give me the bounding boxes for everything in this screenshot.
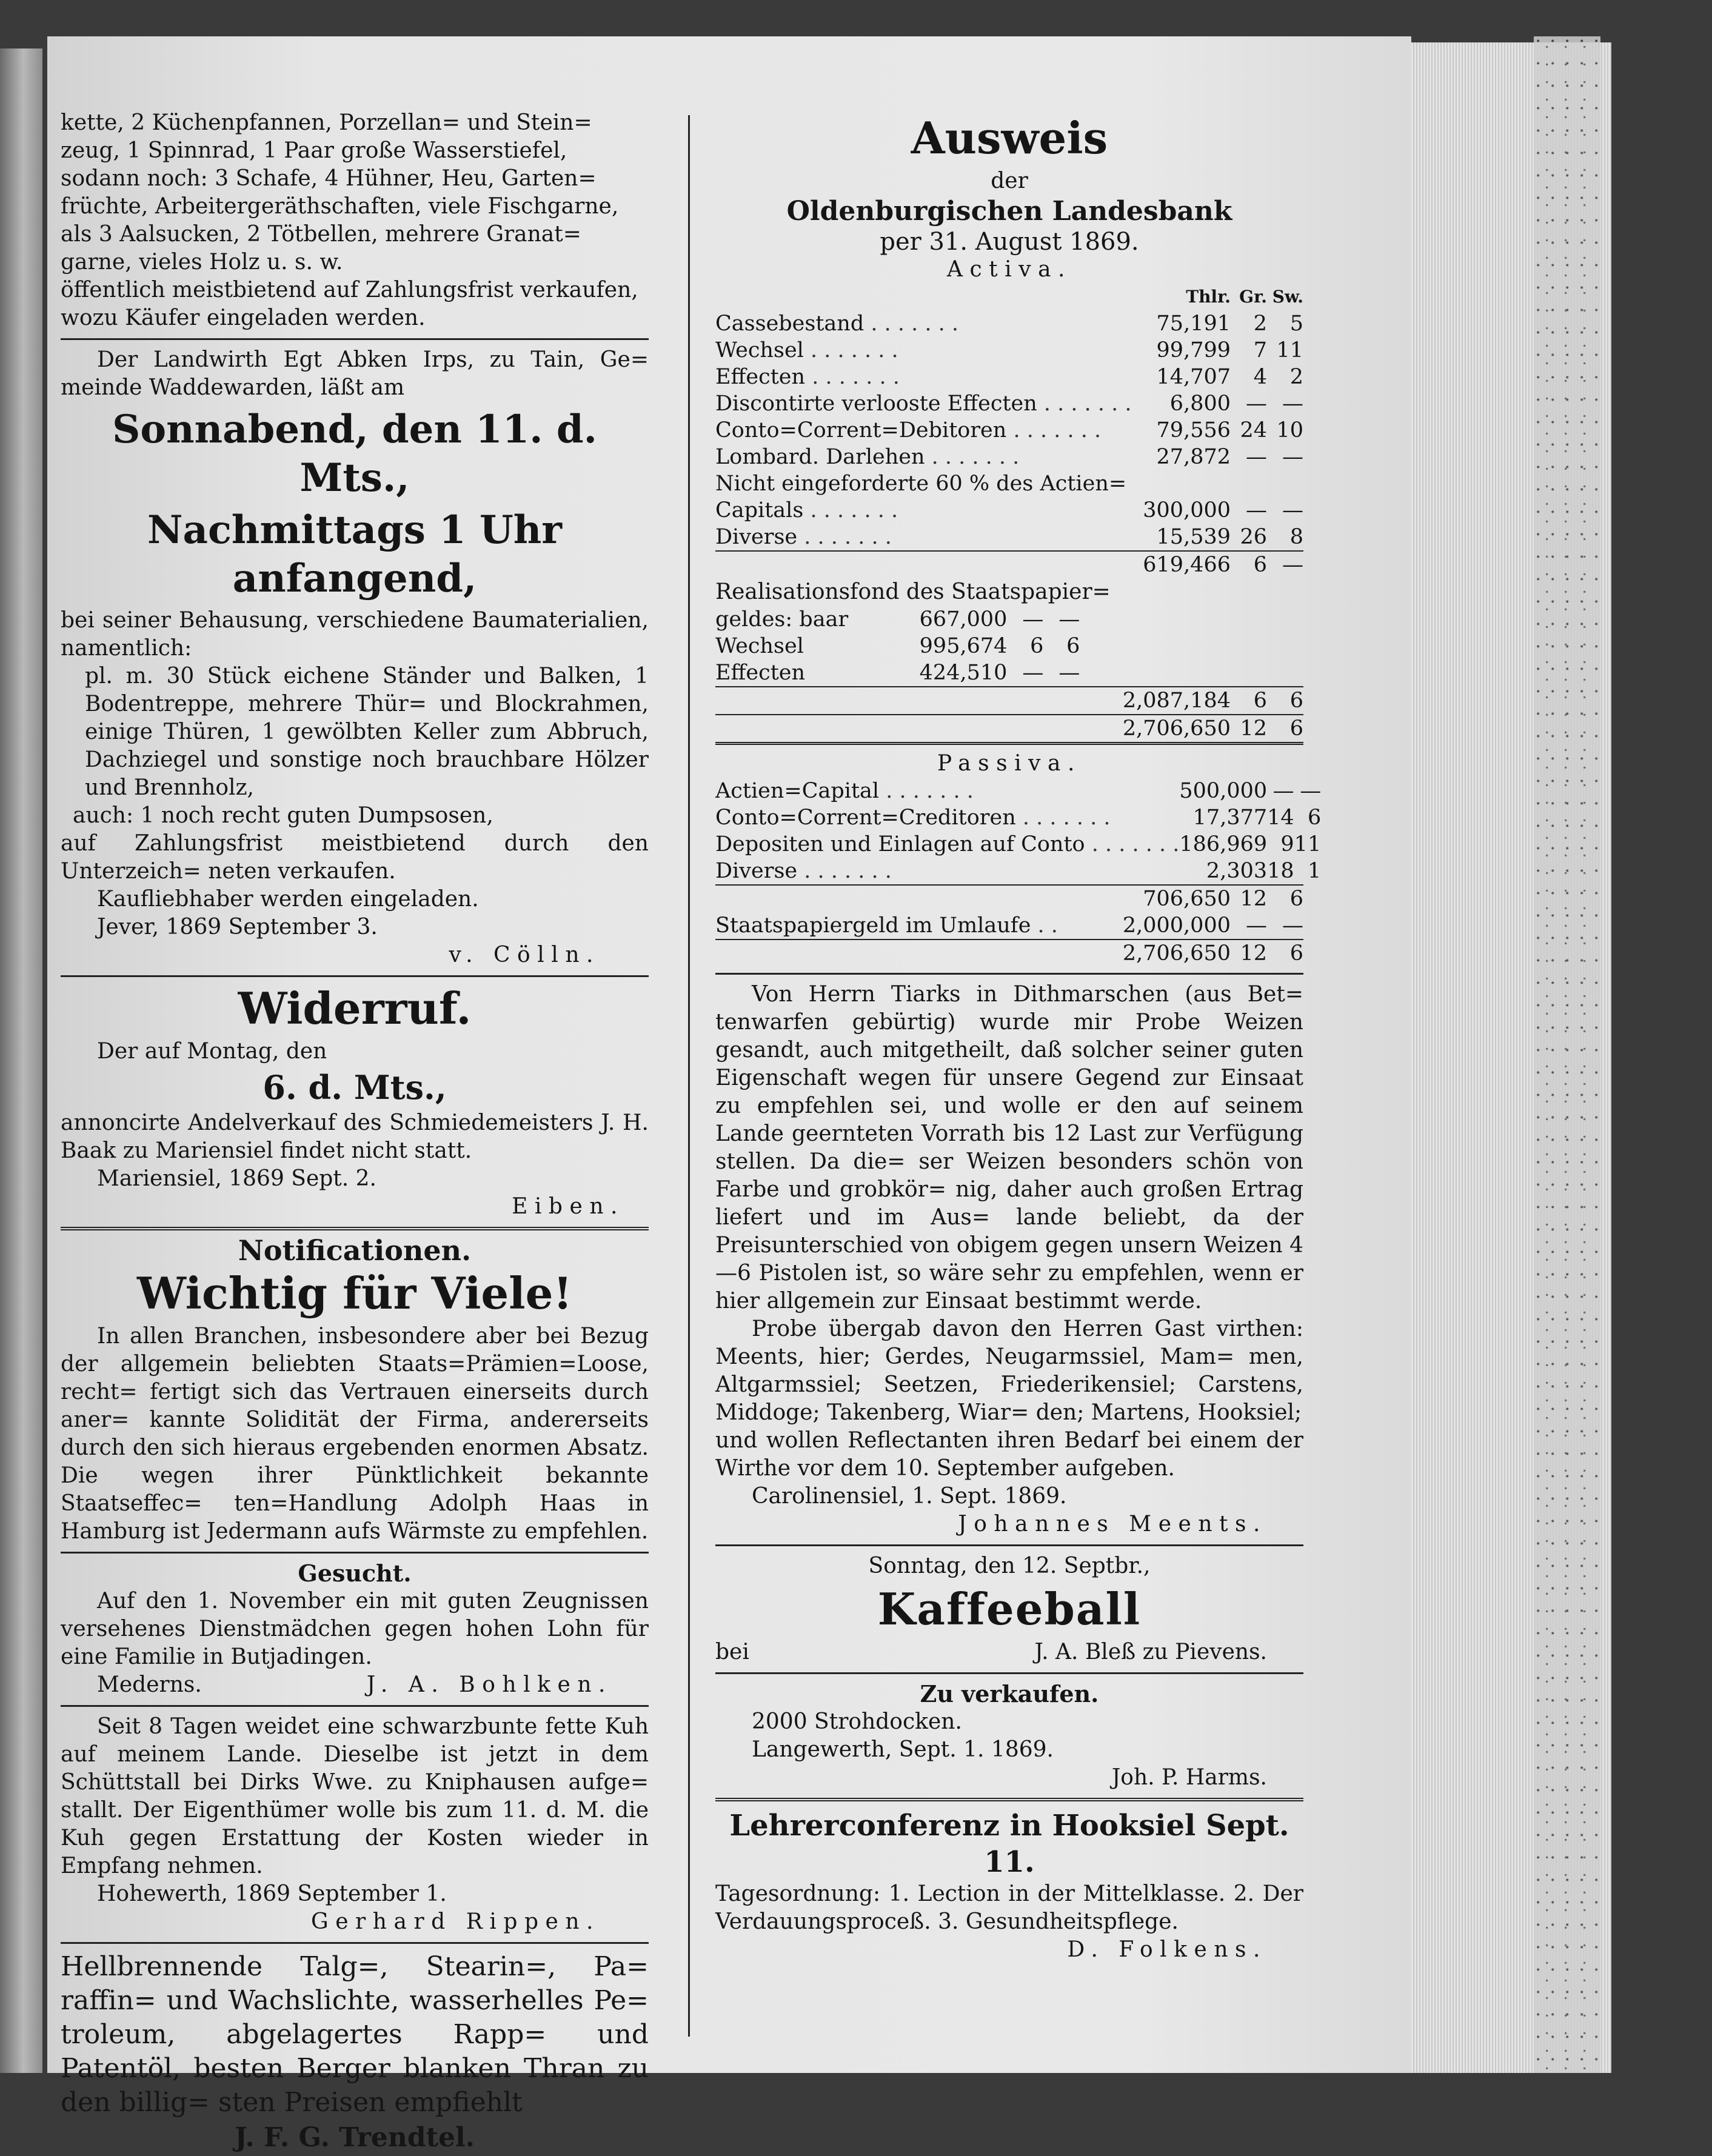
ledger-row	[715, 804, 1321, 831]
right-column	[715, 109, 1322, 1964]
separator	[61, 975, 649, 977]
leader-dots: . . . . . . .	[1037, 392, 1132, 416]
leader-dots: . . . . . . .	[803, 498, 898, 522]
leader-dots: . . . . . . .	[1015, 806, 1111, 830]
leader-dots: . . . . . . .	[803, 338, 898, 362]
wheat-hosts: Probe übergab davon den Herren Gast virthen: Meents, hier; Gerdes, Neugarmssiel, Mam= men, Altgarmssiel; Seetzen, Friederikensiel; Carstens, Middoge; Takenberg, Wiar= den; Martens, Hooksiel;	[715, 1317, 1303, 1425]
ledger-row	[715, 633, 1080, 659]
amount-gr: 6	[1231, 687, 1267, 715]
leader-dots: . . . . . . .	[1085, 832, 1180, 856]
amount-sw: —	[1282, 913, 1303, 938]
candles-signature: J. F. G. Trendtel.	[235, 2122, 475, 2153]
amount-sw: 5	[1289, 312, 1303, 336]
amount-thlr: 27,872	[1156, 445, 1231, 469]
row-label-text: Cassebestand	[715, 312, 864, 336]
auction-intro: Der Landwirth Egt Abken Irps, zu Tain, Ge= meinde Waddewarden, läßt am	[61, 347, 649, 400]
paper-money-row	[715, 912, 1303, 939]
row-label-text: Wechsel	[715, 634, 804, 658]
amount-gr: —	[1272, 779, 1294, 803]
amount-thlr: 706,650	[1107, 885, 1231, 912]
row-label-text: Capitals	[715, 498, 804, 522]
row-label	[715, 606, 891, 633]
amount-thlr: 6,800	[1169, 392, 1231, 416]
amount-sw: 11	[1276, 338, 1303, 362]
auction-notice-continued	[61, 109, 649, 332]
ledger-row	[715, 659, 1080, 686]
gesucht-signature: J. A. Bohlken.	[366, 1672, 612, 1697]
ledger-row	[715, 524, 1303, 550]
row-label	[715, 804, 1179, 831]
row-label	[715, 858, 1179, 884]
for-sale-signature: Joh. P. Harms.	[1111, 1765, 1267, 1790]
row-label	[715, 659, 891, 686]
row-label-text: Effecten	[715, 365, 806, 389]
auction-line: sodann noch: 3 Schafe, 4 Hühner, Heu, Garten=	[61, 166, 597, 191]
row-label	[715, 417, 1141, 444]
notifications-heading: Notificationen.	[238, 1234, 472, 1267]
auction-line: früchte, Arbeitergeräthschaften, viele Fischgarne,	[61, 194, 619, 219]
for-sale-item: 2000 Strohdocken.	[752, 1709, 962, 1734]
double-separator	[715, 1798, 1303, 1801]
amount-gr: 26	[1240, 525, 1267, 549]
amount-sw: —	[1282, 445, 1303, 469]
row-label	[715, 778, 1179, 804]
row-label-text: Lombard. Darlehen	[715, 445, 925, 469]
left-column	[61, 109, 649, 2156]
amount-thlr: 619,466	[715, 551, 1231, 578]
row-label	[715, 831, 1179, 858]
widerruf-place-date: Mariensiel, 1869 Sept. 2.	[97, 1166, 377, 1191]
ledger-row	[715, 390, 1303, 417]
row-label	[715, 337, 1141, 364]
auction-date: Sonnabend, den 11. d. Mts.,	[112, 407, 597, 501]
thlr-header: Thlr.	[1186, 287, 1231, 307]
amount-thlr: 995,674	[919, 634, 1008, 658]
activa-total-row	[715, 715, 1303, 744]
amount-thlr: 300,000	[1143, 498, 1231, 522]
amount-sw: 6	[1307, 806, 1322, 830]
for-sale-place-date: Langewerth, Sept. 1. 1869.	[752, 1737, 1054, 1762]
leader-dots: . . . . . . .	[879, 779, 974, 803]
ledger-row	[715, 778, 1321, 804]
separator	[61, 1705, 649, 1707]
leader-dots: . . . . . . .	[925, 445, 1020, 469]
fund-table	[715, 606, 1080, 686]
cow-signature: Gerhard Rippen.	[310, 1909, 600, 1934]
amount-gr: —	[1246, 392, 1267, 416]
cow-text: Seit 8 Tagen weidet eine schwarzbunte fette Kuh auf meinem Lande. Dieselbe ist jetzt in dem Schüttstall bei Dirks Wwe. zu Kniphausen aufge= stallt. Der Eigenthümer wolle bis zum 11. d. M. die Kuh gegen Erstattung der Kosten wieder in Empfang nehmen.	[61, 1714, 649, 1878]
amount-gr: 24	[1240, 418, 1267, 442]
amount-sw: —	[1282, 392, 1303, 416]
amount-thlr: 424,510	[919, 661, 1008, 685]
row-label	[715, 470, 1141, 497]
amount-sw: 2	[1289, 365, 1303, 389]
amount-gr: 6	[1030, 634, 1044, 658]
widerruf-text: annoncirte Andelverkauf des Schmiedemeisters J. H. Baak zu Mariensiel findet nicht statt.	[61, 1110, 649, 1163]
amount-thlr: 186,969	[1179, 832, 1268, 856]
conference-signature: D. Folkens.	[1067, 1937, 1267, 1962]
bank-name: Oldenburgischen Landesbank	[786, 196, 1232, 227]
passiva-totals-table	[715, 884, 1303, 967]
amount-thlr: 2,303	[1206, 859, 1268, 883]
amount-gr: 2	[1253, 312, 1267, 336]
amount-gr: 12	[1231, 939, 1267, 967]
widerruf-title: Widerruf.	[238, 983, 472, 1034]
passiva-total-row	[715, 939, 1303, 967]
row-label	[715, 444, 1141, 470]
amount-gr: 18	[1267, 859, 1294, 883]
row-label-text: Conto=Corrent=Debitoren	[715, 418, 1007, 442]
wheat-signature: Johannes Meents.	[958, 1512, 1267, 1537]
amount-gr: 7	[1253, 338, 1267, 362]
paper-money-label: Staatspapiergeld im Umlaufe	[715, 913, 1031, 938]
ledger-row	[715, 470, 1303, 497]
conference-title: Lehrerconferenz in Hooksiel Sept. 11.	[729, 1809, 1289, 1879]
row-label-text: Diverse	[715, 859, 798, 883]
building-materials-auction	[61, 346, 649, 969]
passiva-heading: Passiva.	[937, 751, 1082, 776]
cow-notice	[61, 1713, 649, 1936]
amount-gr: 12	[1231, 885, 1267, 912]
row-label-text: Depositen und Einlagen auf Conto	[715, 832, 1085, 856]
amount-sw	[1267, 470, 1303, 497]
amount-sw: —	[1267, 551, 1303, 578]
ledger-row	[715, 417, 1303, 444]
gesucht-place: Mederns.	[97, 1672, 202, 1697]
amount-sw: 6	[1066, 634, 1080, 658]
auction-items-text	[61, 109, 649, 332]
row-label	[715, 310, 1141, 337]
row-label-text: Actien=Capital	[715, 779, 880, 803]
ledger-row	[715, 497, 1303, 524]
widerruf-line: Der auf Montag, den	[97, 1039, 327, 1064]
activa-table	[715, 310, 1303, 550]
amount-thlr: 99,799	[1156, 338, 1231, 362]
gesucht-footer	[61, 1671, 649, 1699]
ledger-row	[715, 831, 1321, 858]
amount-gr: —	[1022, 661, 1044, 685]
amount-gr: —	[1246, 913, 1267, 938]
sw-header: Sw.	[1272, 287, 1303, 307]
amount-thlr	[1141, 470, 1231, 497]
coffee-ball-notice	[715, 1552, 1303, 1666]
separator	[61, 1552, 649, 1554]
leader-dots: . . . . . . .	[1006, 418, 1102, 442]
gesucht-text: Auf den 1. November ein mit guten Zeugnissen versehenes Dienstmädchen gegen hohen Lohn für eine Familie in Butjadingen.	[61, 1589, 649, 1669]
for-sale-title: Zu verkaufen.	[920, 1680, 1099, 1707]
separator	[61, 338, 649, 340]
double-separator	[61, 1227, 649, 1230]
book-edge-texture	[1534, 36, 1600, 2073]
amount-thlr: 2,706,650	[1107, 939, 1231, 967]
auction-text: bei seiner Behausung, verschiedene Baumaterialien, namentlich:	[61, 608, 649, 661]
amount-gr	[1231, 470, 1267, 497]
ball-date: Sonntag, den 12. Septbr.,	[868, 1554, 1151, 1578]
amount-sw: 6	[1267, 885, 1303, 912]
candles-advert	[61, 1950, 649, 2156]
candles-text: Hellbrennende Talg=, Stearin=, Pa= raffin= und Wachslichte, wasserhelles Pe= troleum, abgelagertes Rapp= und Patentöl, besten Berger blanken Thran zu den billig= sten Preisen empfiehlt	[61, 1951, 649, 2118]
amount-sw: 1	[1307, 859, 1322, 883]
amount-thlr: 2,706,650	[715, 715, 1231, 744]
amount-thlr: 17,377	[1192, 806, 1268, 830]
amount-sw: —	[1282, 498, 1303, 522]
amount-thlr: 2,000,000	[1122, 913, 1231, 938]
row-label-text: Diverse	[715, 525, 798, 549]
auction-time: Nachmittags 1 Uhr anfangend,	[147, 507, 563, 601]
amount-gr: —	[1246, 498, 1267, 522]
currency-headers	[715, 284, 1303, 310]
column-divider	[688, 115, 690, 2037]
amount-thlr: 15,539	[1156, 525, 1231, 549]
ledger-row	[715, 310, 1303, 337]
amount-sw: 10	[1276, 418, 1303, 442]
row-label	[715, 524, 1141, 550]
amount-gr: 4	[1253, 365, 1267, 389]
amount-gr: 9	[1280, 832, 1294, 856]
widerruf-signature: Eiben.	[512, 1194, 624, 1219]
bank-statement	[715, 112, 1322, 967]
amount-thlr: 500,000	[1179, 779, 1268, 803]
amount-sw: —	[1058, 661, 1080, 685]
amount-thlr: 79,556	[1156, 418, 1231, 442]
ball-title: Kaffeeball	[877, 1583, 1142, 1635]
for-sale-notice	[715, 1680, 1303, 1792]
separator	[715, 973, 1303, 975]
amount-sw: —	[1058, 607, 1080, 632]
leader-dots: . .	[1031, 913, 1058, 938]
auction-signature: v. Cölln.	[449, 943, 600, 967]
ball-bei: bei	[715, 1640, 749, 1664]
row-label-text: Discontirte verlooste Effecten	[715, 392, 1037, 416]
statement-der: der	[991, 169, 1028, 193]
row-label	[715, 497, 1141, 524]
amount-thlr: 2,087,184	[715, 687, 1231, 715]
auction-line: kette, 2 Küchenpfannen, Porzellan= und Stein=	[61, 110, 592, 135]
auction-item-list: pl. m. 30 Stück eichene Ständer und Balken, 1 Bodentreppe, mehrere Thür= und Blockrahmen, einige Thüren, 1 gewölbten Keller zum Abbruch, Dachziegel und sonstige noch brauchbare Hölzer und Brennholz,	[85, 664, 649, 800]
amount-sw: 6	[1267, 687, 1303, 715]
ledger-row	[715, 606, 1080, 633]
amount-gr: 12	[1231, 715, 1267, 744]
auction-line: zeug, 1 Spinnrad, 1 Paar große Wasserstiefel,	[61, 138, 567, 163]
amount-sw: 6	[1267, 715, 1303, 744]
row-label-text: Effecten	[715, 661, 806, 685]
row-label	[715, 364, 1141, 390]
gesucht-notice	[61, 1560, 649, 1699]
row-label-text: Conto=Corrent=Creditoren	[715, 806, 1016, 830]
amount-thlr: 667,000	[919, 607, 1008, 632]
auction-line: öffentlich meistbietend auf Zahlungsfrist verkaufen,	[61, 278, 638, 302]
wheat-text: Von Herrn Tiarks in Dithmarschen (aus Bet= tenwarfen gebürtig) wurde mir Probe Weizen gesandt, auch mitgetheilt, daß solcher seiner guten Eigenschaft wegen für unsere Gegend zur Einsaat zu empfehlen sei, und wolle er den auf seinem Lande geernteten Vorrath bis 12 Last zur Verfügung stellen. Da die= ser Weizen besonders schön von Farbe und grobkör= nig, daher auch großen Ertrag liefert und im Aus= lande beliebt, da der Preisunterschied von obigem gegen unsern Weizen 4—6 Pistolen ist, so wäre sehr zu empfehlen, wenn er hier allgemein zur Einsaat bestimmt werde.	[715, 982, 1304, 1313]
amount-gr: —	[1022, 607, 1044, 632]
ledger-row	[715, 337, 1303, 364]
notifications-section	[61, 1234, 649, 1546]
ball-host: J. A. Bleß zu Pievens.	[1034, 1640, 1267, 1664]
separator	[61, 1942, 649, 1944]
notifications-text: In allen Branchen, insbesondere aber bei Bezug der allgemein beliebten Staats=Prämien=Loose, recht= fertigt sich das Vertrauen einerseits durch aner= kannte Solidität der Firma, andererseits durch den sich hieraus ergebenden enormen Absatz. Die wegen ihrer Pünktlichkeit bekannte Staatseffec= ten=Handlung Adolph Haas in Hamburg ist Jedermann aufs Wärmste zu empfehlen.	[61, 1324, 649, 1544]
auction-also: auch: 1 noch recht guten Dumpsosen,	[73, 803, 493, 828]
cow-place-date: Hohewerth, 1869 September 1.	[97, 1881, 447, 1906]
amount-thlr: 14,707	[1156, 365, 1231, 389]
activa-subtotal-table	[715, 550, 1303, 578]
row-label	[715, 390, 1141, 417]
wheat-place-date: Carolinensiel, 1. Sept. 1869.	[752, 1484, 1067, 1509]
ball-host-line	[715, 1638, 1303, 1666]
activa-heading: Activa.	[946, 257, 1072, 282]
amount-sw: —	[1300, 779, 1322, 803]
amount-thlr: 75,191	[1156, 312, 1231, 336]
amount-gr: 14	[1267, 806, 1294, 830]
separator	[715, 1672, 1303, 1674]
widerruf-notice	[61, 983, 649, 1221]
leader-dots: . . . . . . .	[805, 365, 900, 389]
gr-header: Gr.	[1239, 287, 1267, 307]
teachers-conference-notice	[715, 1807, 1303, 1964]
auction-invite: Kaufliebhaber werden eingeladen.	[97, 887, 479, 912]
previous-page-edge	[0, 48, 42, 2073]
leader-dots: . . . . . . .	[797, 525, 892, 549]
auction-line: als 3 Aalsucken, 2 Tötbellen, mehrere Granat=	[61, 222, 581, 247]
fund-heading: Realisationsfond des Staatspapier=	[715, 579, 1111, 604]
amount-gr: —	[1246, 445, 1267, 469]
fund-total-row	[715, 687, 1303, 715]
statement-title: Ausweis	[911, 112, 1108, 164]
row-label	[715, 912, 1107, 939]
conference-agenda: Tagesordnung: 1. Lection in der Mittelklasse. 2. Der Verdauungsproceß. 3. Gesundheitspflege.	[715, 1881, 1303, 1934]
auction-line: wozu Käufer eingeladen werden.	[61, 305, 426, 330]
amount-gr: 6	[1231, 551, 1267, 578]
auction-terms: auf Zahlungsfrist meistbietend durch den Unterzeich= neten verkaufen.	[61, 831, 649, 884]
separator	[715, 1544, 1303, 1546]
statement-date: per 31. August 1869.	[880, 228, 1139, 256]
row-label	[715, 633, 891, 659]
wheat-notice	[715, 981, 1303, 1538]
amount-sw: 6	[1267, 939, 1303, 967]
auction-place-date: Jever, 1869 September 3.	[97, 915, 378, 939]
passiva-subtotal-row	[715, 885, 1303, 912]
row-label-text: Nicht eingeforderte 60 % des Actien=	[715, 472, 1127, 496]
auction-line: garne, vieles Holz u. s. w.	[61, 250, 343, 275]
activa-subtotal-row	[715, 551, 1303, 578]
ledger-row	[715, 444, 1303, 470]
amount-sw: 8	[1289, 525, 1303, 549]
passiva-table	[715, 778, 1321, 884]
leader-dots: . . . . . . .	[797, 859, 892, 883]
amount-sw: 11	[1294, 832, 1322, 856]
ledger-row	[715, 858, 1321, 884]
row-label-text: Wechsel	[715, 338, 804, 362]
notifications-title: Wichtig für Viele!	[137, 1267, 572, 1319]
widerruf-date: 6. d. Mts.,	[262, 1068, 447, 1107]
fund-total-table	[715, 686, 1303, 745]
leader-dots: . . . . . . .	[864, 312, 959, 336]
row-label-text: geldes: baar	[715, 607, 849, 632]
ledger-row	[715, 364, 1303, 390]
gesucht-title: Gesucht.	[298, 1560, 412, 1587]
wheat-order: und wollen Reflectanten ihren Bedarf bei einem der Wirthe vor dem 10. September aufgeben.	[715, 1428, 1303, 1481]
